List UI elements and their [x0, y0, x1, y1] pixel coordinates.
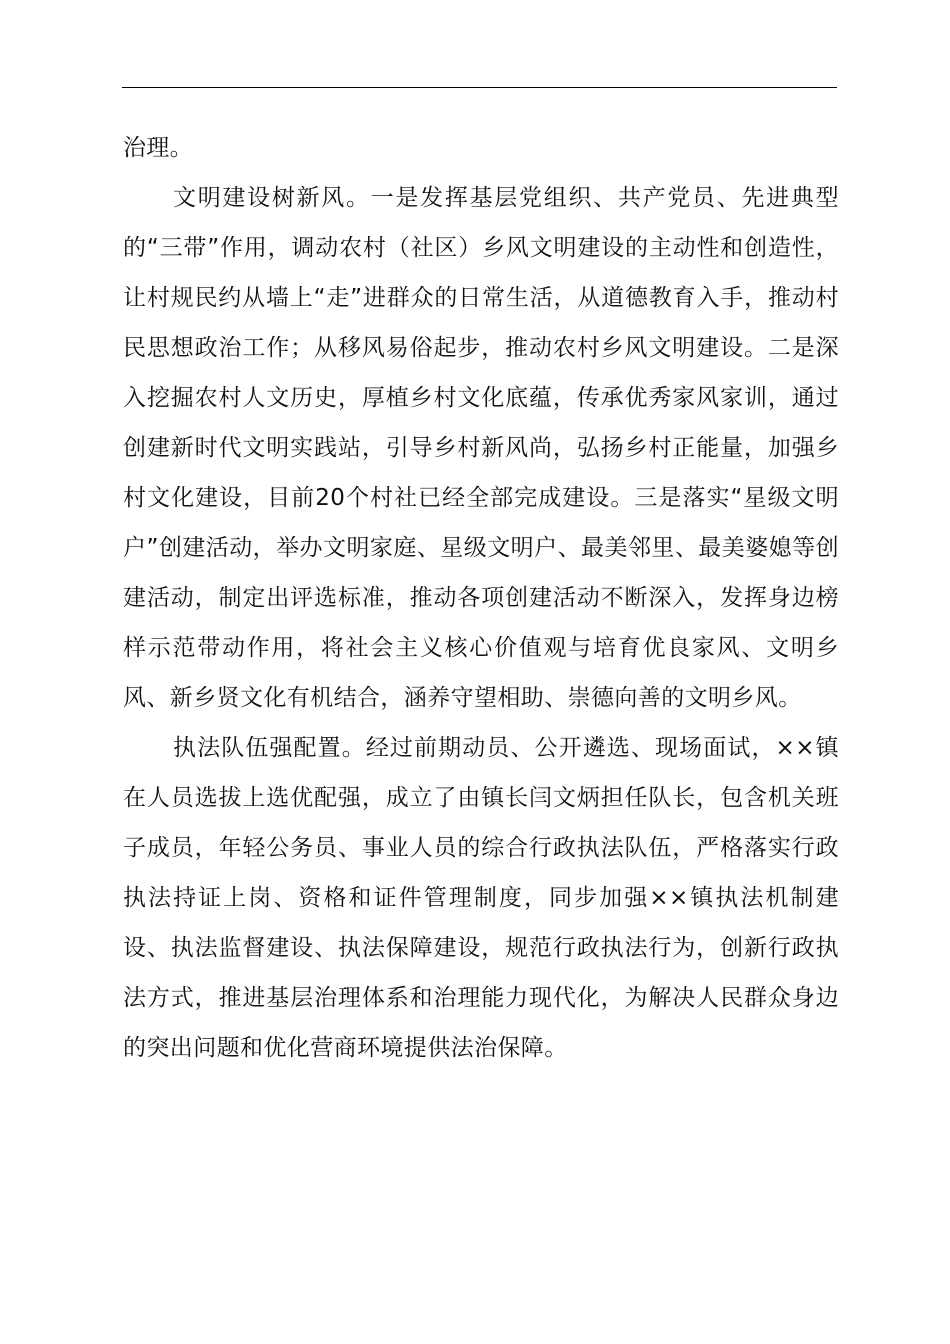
header-rule: [122, 87, 837, 88]
paragraph-law-enforcement: 执法队伍强配置。经过前期动员、公开遴选、现场面试，××镇在人员选拔上选优配强，成立了由镇长闫文炳担任队长，包含机关班子成员，年轻公务员、事业人员的综合行政执法队伍，严格落实行政执法持证上岗、资格和证件管理制度，同步加强××镇执法机制建设、执法监督建设、执法保障建设，规范行政执法行为，创新行政执法方式，推进基层治理体系和治理能力现代化，为解决人民群众身边的突出问题和优化营商环境提供法治保障。: [123, 735, 839, 1061]
document-body: [123, 123, 839, 1073]
paragraph-continuation: 治理。: [123, 135, 194, 161]
paragraph-civilization: 文明建设树新风。一是发挥基层党组织、共产党员、先进典型的“三带”作用，调动农村（社区）乡风文明建设的主动性和创造性，让村规民约从墙上“走”进群众的日常生活，从道德教育入手，推动村民思想政治工作；从移风易俗起步，推动农村乡风文明建设。二是深入挖掘农村人文历史，厚植乡村文化底蕴，传承优秀家风家训，通过创建新时代文明实践站，引导乡村新风尚，弘扬乡村正能量，加强乡村文化建设，目前20个村社已经全部完成建设。三是落实“星级文明户”创建活动，举办文明家庭、星级文明户、最美邻里、最美婆媳等创建活动，制定出评选标准，推动各项创建活动不断深入，发挥身边榜样示范带动作用，将社会主义核心价值观与培育优良家风、文明乡风、新乡贤文化有机结合，涵养守望相助、崇德向善的文明乡风。: [123, 185, 839, 711]
